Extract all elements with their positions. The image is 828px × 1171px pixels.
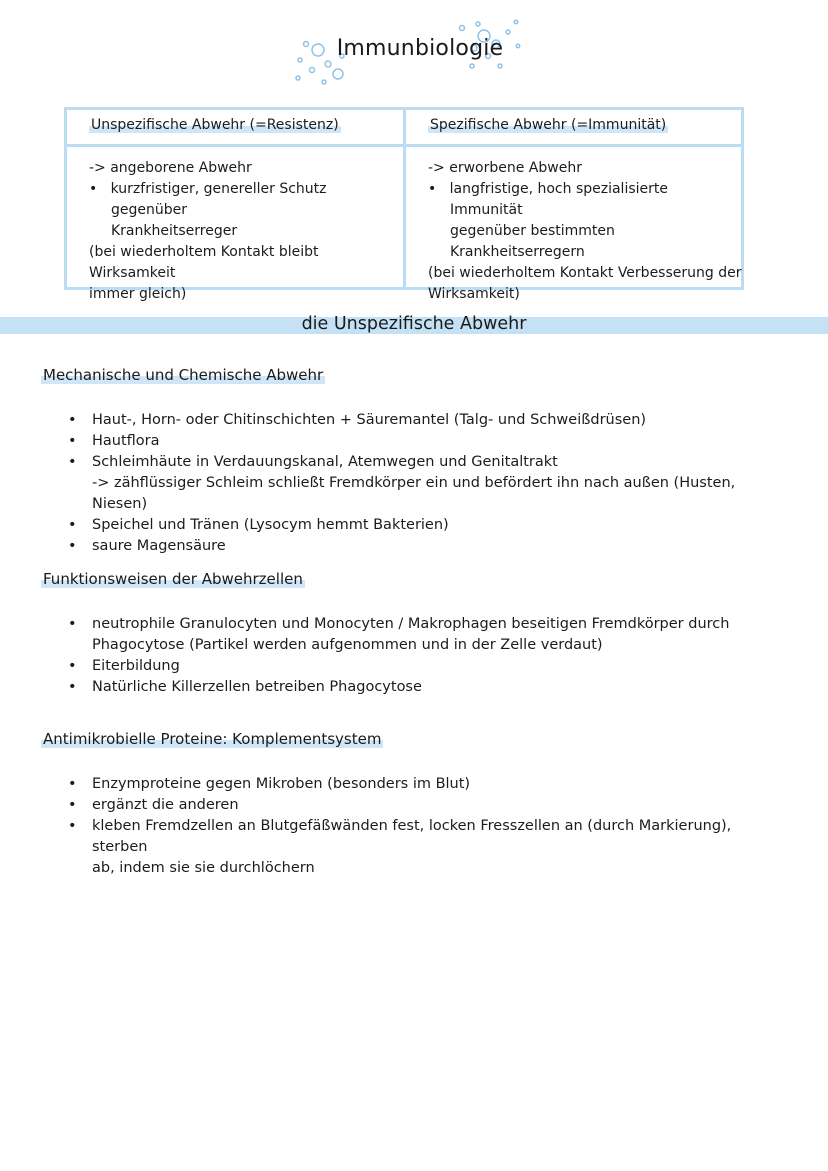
list-item: ab, indem sie sie durchlöchern: [92, 860, 315, 876]
table-line: gegenüber bestimmten Krankheitserregern: [450, 223, 615, 260]
list-item: • kleben Fremdzellen an Blutgefäßwänden fest, locken Fresszellen an (durch Markierung), sterben: [68, 816, 768, 858]
table-line: (bei wiederholtem Kontakt bleibt Wirksamkeit: [89, 244, 319, 281]
section-title: Mechanische und Chemische Abwehr: [43, 366, 324, 384]
table-line: (bei wiederholtem Kontakt Verbesserung der: [428, 265, 742, 281]
section-title: Funktionsweisen der Abwehrzellen: [43, 570, 303, 588]
list-item: -> zähflüssiger Schleim schließt Fremdkörper ein und befördert ihn nach außen (Husten, Niesen): [92, 475, 736, 512]
table-line: Wirksamkeit): [428, 286, 520, 302]
table-divider-vertical: [403, 110, 406, 287]
list-item: • Schleimhäute in Verdauungskanal, Atemwegen und Genitaltrakt: [68, 452, 768, 473]
table-cell-right: [428, 158, 743, 305]
list-item: • neutrophile Granulocyten und Monocyten / Makrophagen beseitigen Fremdkörper durch: [68, 614, 768, 635]
table-line: immer gleich): [89, 286, 187, 302]
table-line: -> erworbene Abwehr: [428, 160, 582, 176]
table-line: Krankheitserreger: [111, 223, 238, 239]
table-divider-horizontal: [67, 144, 741, 147]
section-list: [68, 774, 768, 879]
table-cell-left: [89, 158, 394, 305]
list-item: • saure Magensäure: [68, 536, 768, 557]
table-bullet: • langfristige, hoch spezialisierte Immunität: [428, 181, 668, 218]
list-item: • Hautflora: [68, 431, 768, 452]
section-list: [68, 410, 768, 557]
list-item: • ergänzt die anderen: [68, 795, 768, 816]
table-header-right: Spezifische Abwehr (=Immunität): [430, 117, 667, 133]
list-item: • Eiterbildung: [68, 656, 768, 677]
list-item: • Natürliche Killerzellen betreiben Phagocytose: [68, 677, 768, 698]
band-title: die Unspezifische Abwehr: [301, 314, 527, 334]
list-item: • Speichel und Tränen (Lysocym hemmt Bakterien): [68, 515, 768, 536]
list-item: Phagocytose (Partikel werden aufgenommen und in der Zelle verdaut): [92, 637, 603, 653]
list-item: • Haut-, Horn- oder Chitinschichten + Säuremantel (Talg- und Schweißdrüsen): [68, 410, 768, 431]
list-item: • Enzymproteine gegen Mikroben (besonders im Blut): [68, 774, 768, 795]
table-header-left: Unspezifische Abwehr (=Resistenz): [91, 117, 339, 133]
comparison-table: [64, 107, 744, 302]
section-title: Antimikrobielle Proteine: Komplementsystem: [43, 730, 382, 748]
table-bullet: • kurzfristiger, genereller Schutz gegenüber: [89, 181, 327, 218]
page-title: Immunbiologie: [336, 36, 504, 61]
table-line: -> angeborene Abwehr: [89, 160, 252, 176]
section-list: [68, 614, 768, 698]
